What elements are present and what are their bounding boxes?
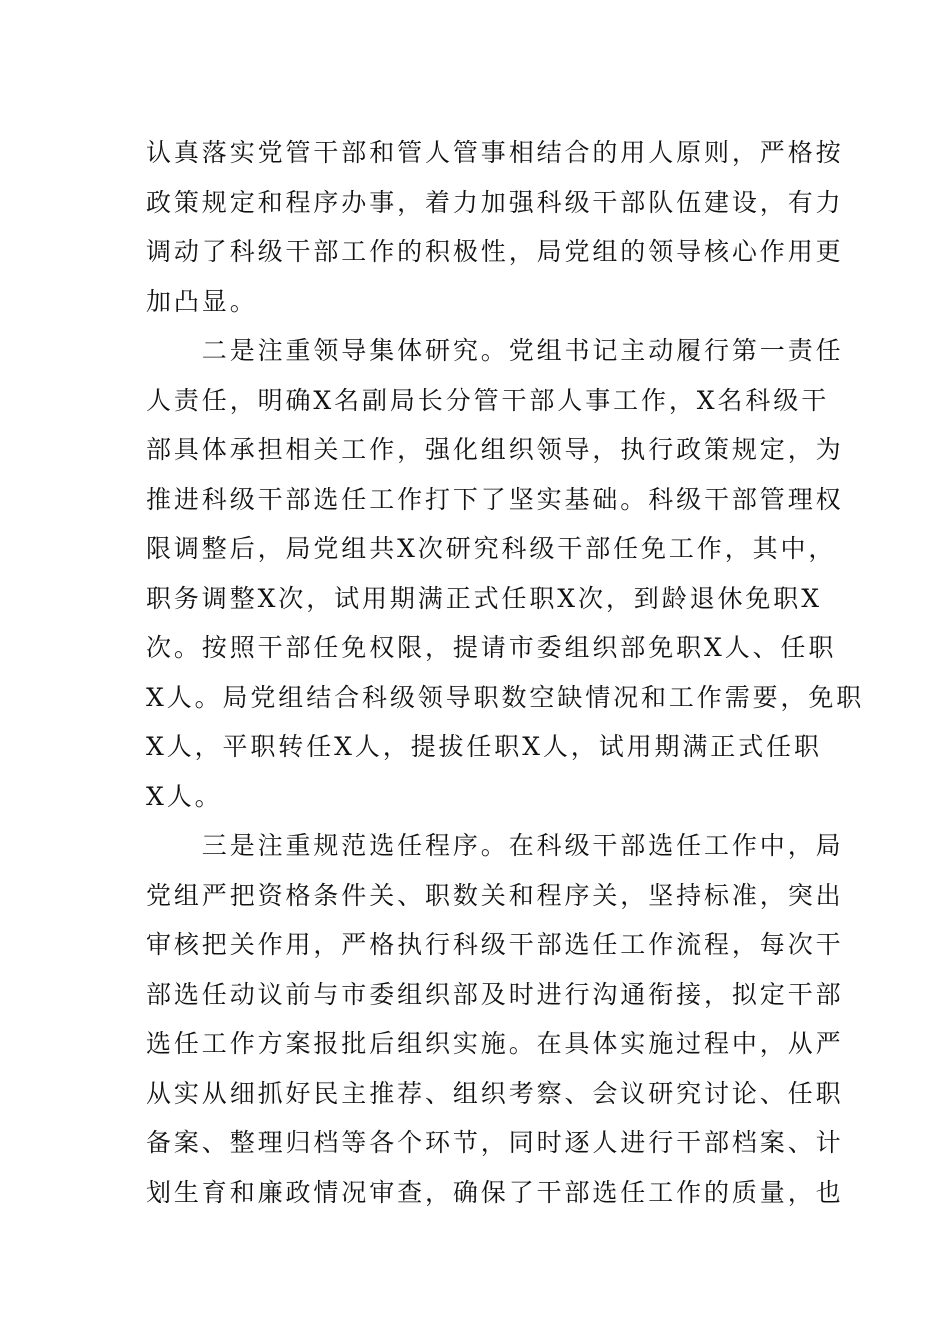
paragraph-line: 二是注重领导集体研究。党组书记主动履行第一责任 bbox=[146, 336, 844, 365]
paragraph-line: 部选任动议前与市委组织部及时进行沟通衔接，拟定干部 bbox=[146, 979, 844, 1009]
paragraph-line: 备案、整理归档等各个环节，同时逐人进行干部档案、计 bbox=[146, 1128, 844, 1157]
paragraph-line: X人，平职转任X人，提拔任职X人，试用期满正式任职 bbox=[146, 732, 822, 761]
document-body bbox=[146, 128, 865, 1217]
paragraph-line: 选任工作方案报批后组织实施。在具体实施过程中，从严 bbox=[146, 1029, 844, 1058]
paragraph-line: 审核把关作用，严格执行科级干部选任工作流程，每次干 bbox=[146, 930, 844, 959]
paragraph-2 bbox=[146, 326, 865, 821]
paragraph-line: 加凸显。 bbox=[146, 286, 258, 316]
paragraph-line: X人。 bbox=[146, 781, 223, 811]
paragraph-line: 认真落实党管干部和管人管事相结合的用人原则，严格按 bbox=[146, 138, 844, 167]
paragraph-1 bbox=[146, 128, 844, 326]
paragraph-line: 政策规定和程序办事，着力加强科级干部队伍建设，有力 bbox=[146, 187, 844, 217]
paragraph-line: 调动了科级干部工作的积极性，局党组的领导核心作用更 bbox=[146, 237, 844, 266]
paragraph-line: 次。按照干部任免权限，提请市委组织部免职X人、任职 bbox=[146, 633, 837, 662]
paragraph-line: 划生育和廉政情况审查，确保了干部选任工作的质量，也 bbox=[146, 1177, 844, 1207]
paragraph-3 bbox=[146, 821, 844, 1217]
paragraph-line: 党组严把资格条件关、职数关和程序关，坚持标准，突出 bbox=[146, 880, 844, 910]
paragraph-line: X人。局党组结合科级领导职数空缺情况和工作需要，免职 bbox=[146, 682, 865, 712]
paragraph-line: 推进科级干部选任工作打下了坚实基础。科级干部管理权 bbox=[146, 484, 844, 514]
paragraph-line: 从实从细抓好民主推荐、组织考察、会议研究讨论、任职 bbox=[146, 1078, 844, 1108]
paragraph-line: 职务调整X次，试用期满正式任职X次，到龄退休免职X bbox=[146, 583, 822, 613]
paragraph-line: 三是注重规范选任程序。在科级干部选任工作中，局 bbox=[146, 831, 844, 860]
paragraph-line: 部具体承担相关工作，强化组织领导，执行政策规定，为 bbox=[146, 435, 844, 464]
paragraph-line: 人责任，明确X名副局长分管干部人事工作，X名科级干 bbox=[146, 385, 830, 415]
paragraph-line: 限调整后，局党组共X次研究科级干部任免工作，其中， bbox=[146, 534, 837, 563]
